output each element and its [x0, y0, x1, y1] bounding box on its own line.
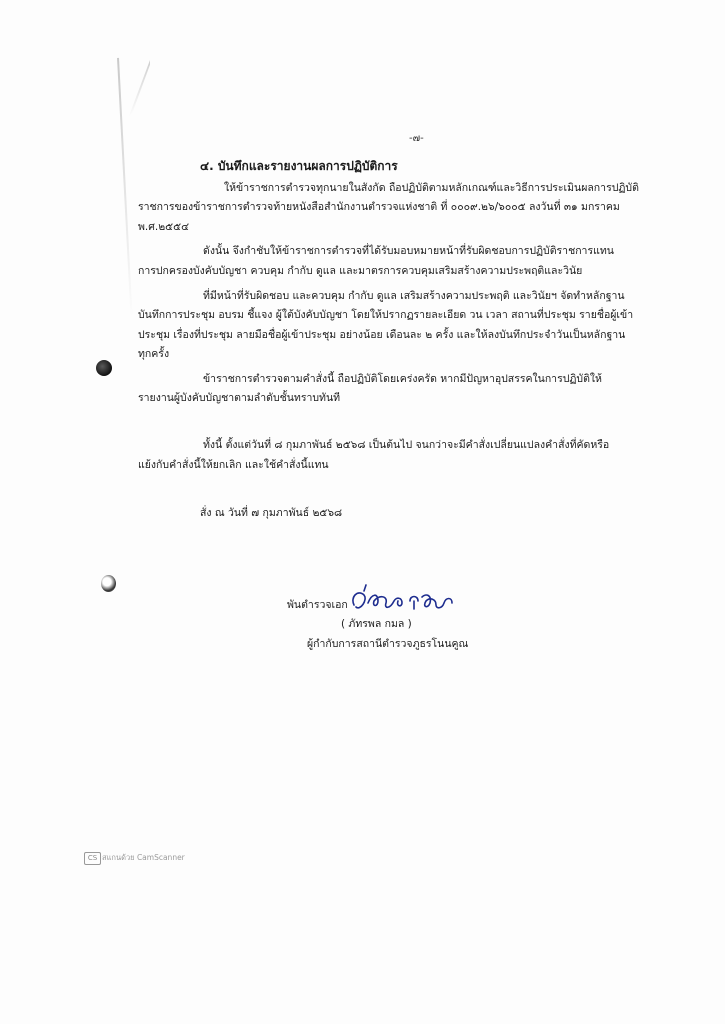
paragraph-line: ข้าราชการตำรวจตามคำสั่งนี้ ถือปฏิบัติโดยเคร่งครัด หากมีปัญหาอุปสรรคในการปฏิบัติให้ [203, 373, 602, 385]
paragraph-line: ประชุม เรื่องที่ประชุม ลายมือชื่อผู้เข้าประชุม อย่างน้อย เดือนละ ๒ ครั้ง และให้ลงบันทึกประจำวันเป็นหลักฐาน [138, 329, 626, 341]
paragraph-line: ดังนั้น จึงกำชับให้ข้าราชการตำรวจที่ได้รับมอบหมายหน้าที่รับผิดชอบการปฏิบัติราชการแทน [203, 245, 614, 257]
paragraph-line: แย้งกับคำสั่งนี้ให้ยกเลิก และใช้คำสั่งนี้แทน [138, 459, 329, 471]
paragraph-line: ให้ข้าราชการตำรวจทุกนายในสังกัด ถือปฏิบัติตามหลักเกณฑ์และวิธีการประเมินผลการปฏิบัติ [224, 182, 639, 194]
section-heading: ๔. บันทึกและรายงานผลการปฏิบัติการ [200, 159, 398, 173]
camscanner-watermark: สแกนด้วย CamScanner [102, 853, 185, 862]
punch-hole [96, 360, 112, 376]
handwritten-signature [348, 583, 464, 617]
punch-hole [101, 575, 116, 592]
paragraph-line: ทุกครั้ง [138, 348, 170, 360]
signer-position: ผู้กำกับการสถานีตำรวจภูธรโนนคูณ [307, 638, 469, 650]
paragraph-line: รายงานผู้บังคับบัญชาตามลำดับชั้นทราบทันที [138, 392, 341, 404]
paragraph-line: การปกครองบังคับบัญชา ควบคุม กำกับ ดูแล และมาตรการควบคุมเสริมสร้างความประพฤติและวินัย [138, 265, 583, 277]
paragraph-line: พ.ศ.๒๕๕๔ [138, 221, 190, 233]
paragraph-line: ทั้งนี้ ตั้งแต่วันที่ ๘ กุมภาพันธ์ ๒๕๖๘ เป็นต้นไป จนกว่าจะมีคำสั่งเปลี่ยนแปลงคำสั่งที่คัดหรือ [203, 439, 610, 451]
paragraph-line: บันทึกการประชุม อบรม ชี้แจง ผู้ใต้บังคับบัญชา โดยให้ปรากฏรายละเอียด วน เวลา สถานที่ประชุม รายชื่อผู้เข้า [138, 309, 634, 321]
order-date: สั่ง ณ วันที่ ๗ กุมภาพันธ์ ๒๕๖๘ [200, 507, 343, 519]
paragraph-line: ราชการของข้าราชการตำรวจท้ายหนังสือสำนักงานตำรวจแห่งชาติ ที่ ๐๐๐๙.๒๖/๖๐๐๕ ลงวันที่ ๓๑ มกราคม [138, 201, 620, 213]
page-number: -๗- [409, 133, 424, 144]
camscanner-logo: CS [84, 852, 101, 865]
signer-name: ( ภัทรพล กมล ) [341, 618, 412, 630]
signer-rank: พันตำรวจเอก [287, 599, 348, 611]
paragraph-line: ที่มีหน้าที่รับผิดชอบ และควบคุม กำกับ ดูแล เสริมสร้างความประพฤติ และวินัยฯ จัดทำหลักฐาน [203, 290, 625, 302]
